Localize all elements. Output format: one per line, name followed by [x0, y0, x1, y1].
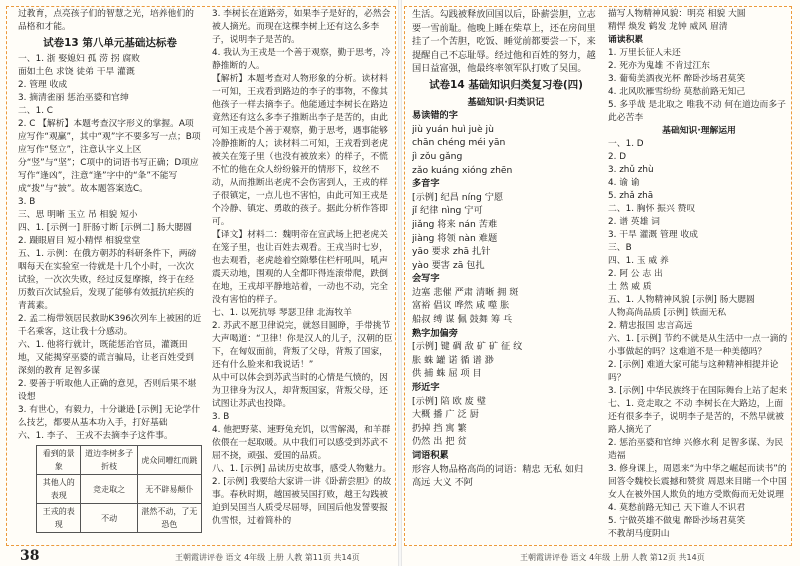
table-cell: 王戎的表现	[37, 504, 81, 533]
answer-line: 扔掉 挡 寓 繁	[412, 422, 467, 434]
answer-line: 2. 蹑眼眉目 短小精悍 相貌堂堂	[18, 236, 141, 246]
answer-line: 一、1. 浙 娶媳妇 孤 涝 拐 腐败	[18, 54, 140, 64]
answer-line: 供 捕 蛛 屈 项 目	[412, 368, 482, 380]
answer-line: 仍然 出 把 贫	[412, 436, 467, 448]
answer-line: 描写人物精神风貌：明亮 相貌 大圆	[608, 9, 746, 19]
answer-line: 3. B	[18, 197, 36, 207]
answer-line: 3. [示例] 中华民族终于在国际舞台上站了起来	[608, 386, 788, 396]
answer-line: 生活。勾践被释放回国以后，卧薪尝胆，立志要一雪前耻。他晚上睡在柴草上，还在房间里挂了一个苦胆，吃饭、睡觉前都要尝一下，来提醒自己不忘耻辱。经过他和百姓的努力，越国日益富强，他最终率领军队打败了吴国。	[412, 9, 596, 75]
answer-line: 过教育，点亮孩子们的智慧之光，培养他们的品格和才能。	[18, 9, 194, 32]
table-cell: 道边李树多子折枝	[81, 446, 137, 475]
answer-line: 二、1. 胸怀 振兴 赞叹	[608, 204, 696, 214]
answer-line: 4. 谕 谕	[608, 178, 640, 188]
answer-line: [示例] 陪 欧 废 璧	[412, 395, 486, 407]
answer-line: 形容人物品格高尚的词语：精忠 无私 如归	[412, 463, 584, 475]
answer-table	[36, 445, 202, 533]
section-title: 试卷14 基础知识归类复习卷(四)	[429, 78, 583, 91]
answer-line: 从中可以体会到苏武当时的心情是气愤的，因为卫律身为汉人，却背叛国家，背叛父母，还试图让苏武也投降。	[212, 373, 388, 409]
answer-line: 3. 葡萄美酒夜光杯 醉卧沙场君莫笑	[608, 74, 746, 84]
answer-line: zǎo kuáng xióng zhēn	[412, 164, 513, 176]
left-column-2	[212, 8, 394, 544]
answer-line: 三、B	[608, 243, 632, 253]
answer-line: 2. 死亦为鬼雄 不肯过江东	[608, 61, 710, 71]
answer-line: 六、1. 他将行就计，既能惩治官员，灌溉田地，又能揭穿巫婆的谎言骗局，让老百姓受到深刻的教育 足智多谋	[18, 340, 194, 376]
answer-line: 2. 精忠报国 忠言高远	[608, 321, 693, 331]
table-cell: 无不辟易颠仆	[137, 475, 201, 504]
answer-line: 二、1. C	[18, 106, 53, 116]
answer-line: 2. D	[608, 152, 626, 162]
answer-line: 五、1. 示例：在俄方朝苏的科研条件下，两磅咽每天在实验室一待就是十几个小时，一次次试验，一次次失败，经过反复摩擦，终于在经历数百次试验后，发现了能够有效抵抗疟疾的青蒿素。	[18, 249, 197, 311]
answer-line: 5. 宁做英雄不做鬼 醉卧沙场君莫笑	[608, 516, 746, 526]
answer-line: 七、1. 竞走取之 不动 李树长在大路边，上面还有很多李子，说明李子是苦的，不然早就被路人摘光了	[608, 399, 784, 435]
table-cell: 不动	[81, 504, 137, 533]
category-heading: 诵读积累	[608, 35, 644, 45]
table-cell: 其他人的表现	[37, 475, 81, 504]
answer-line: 3. 李树长在道路旁，如果李子是好的，必然会被人摘光。而现在这棵李树上还有这么多李子，说明李子是苦的。	[212, 9, 391, 45]
right-column-2	[608, 8, 790, 544]
category-heading: 形近字	[412, 382, 440, 394]
answer-line: 七、1. 以死抗辱 琴瑟卫律 北海牧羊	[212, 308, 352, 318]
answer-line: jiù yuán huì juè jù	[412, 123, 494, 135]
answer-line: 2. [示例] 难道大家可能与这种精神相提并论吗？	[608, 360, 779, 383]
section-title: 试卷13 第八单元基础达标卷	[43, 37, 177, 49]
answer-line: 4. 北风吹雁雪纷纷 莫愁前路无知己	[608, 87, 746, 97]
answer-line: 【译文】材料二：魏明帝在宣武场上把老虎关在笼子里，也让百姓去观看。王戎当时七岁，也去观看，老虎趁着空隙攀住栏杆吼叫，吼声震天动地，围观的人全都吓得连滚带爬，跌倒在地，王戎却平静地站着，一动也不动，完全没有害怕的样子。	[212, 230, 388, 305]
answer-line: 六、1. [示例] 节约不就是从生活中一点一滴的小事做起的吗？这难道不是一种美德吗？	[608, 334, 788, 357]
answer-line: 5. 多乎哉 是北取之 唯我不动 何在道边而多子 此必苦李	[608, 100, 786, 123]
answer-line: 4. 我认为王戎是一个善于观察，勤于思考，冷静推断的人。	[212, 48, 391, 71]
answer-line: jiàng 将领 nàn 难题	[412, 232, 498, 244]
answer-line: 3. 摘清雀丽 惩治巫婆和官绅	[18, 93, 129, 103]
answer-line: 3. 有世心，有毅力，十分谦逊 [示例] 无论学什么技艺，都要从基本功入手，打好基础	[18, 405, 200, 428]
answer-line: 2. 孟二梅带领居民救助K396次列车上被困的近千名乘客，这让我十分感动。	[18, 314, 202, 337]
answer-line: 船叔 缚 谋 佩 鼓舞 筹 乓	[412, 314, 513, 326]
answer-line: 胀 蛛 罐 诺 循 谱 渺	[412, 354, 494, 366]
category-heading: 熟字加偏旁	[412, 327, 458, 339]
category-heading: 多音字	[412, 178, 440, 190]
answer-line: 不教胡马度阴山	[608, 529, 670, 539]
answer-line: 五、1. 人物精神风貌 [示例] 肠大腮圆	[608, 295, 755, 305]
answer-line: 三、思 明晰 玉立 吊 相貌 短小	[18, 210, 138, 220]
page-footer: 王朝霞讲评卷 语文 4年级 上册 人教 第11页 共14页	[175, 553, 360, 562]
table-row	[37, 504, 202, 533]
answer-line: 2. [示例] 我要给大家讲一讲《卧薪尝胆》的故事。春秋时期，越国被吴国打败，越王勾践被迫到吴国当人质受尽屈辱，回国后他发誓要报仇雪恨，过着简朴的	[212, 477, 392, 526]
page-number: 38	[20, 548, 40, 564]
table-cell: 虎众同嘈红而跳	[137, 446, 201, 475]
answer-line: [示例] 键 碉 敌 矿 矿 征 纹	[412, 341, 523, 353]
table-cell: 看到的景象	[37, 446, 81, 475]
table-cell: 湛然不动，了无恐色	[137, 504, 201, 533]
answer-line: 高远 大义 不阿	[412, 477, 473, 489]
answer-line: 土 然 威 质	[608, 282, 652, 292]
answer-line: 3. B	[212, 412, 230, 422]
answer-line: 2. 惩治巫婆和官绅 兴修水利 足智多谋、为民造福	[608, 438, 784, 461]
table-cell: 竞走取之	[81, 475, 137, 504]
answer-line: 四、1. 玉 威 养	[608, 256, 669, 266]
category-heading: 易读错的字	[412, 110, 458, 122]
category-heading: 词语积累	[412, 450, 449, 461]
answer-line: 3. 修身课上，周恩来“为中华之崛起而读书”的回答令魏校长震撼和赞赏 周恩来目睹一个中国女人在被外国人欺负的地方受欺侮而无处说理	[608, 464, 787, 500]
section-subtitle: 基础知识·理解运用	[662, 126, 736, 136]
answer-line: yào 要害 zā 包扎	[412, 259, 485, 271]
answer-line: 4. 莫愁前路无知己 天下谁人不识君	[608, 503, 746, 513]
answer-line: 一、1. D	[608, 139, 644, 149]
answer-line: yāo 要求 zhā 扎针	[412, 246, 491, 258]
answer-line: 四、1. [示例一] 肝肠寸断 [示例二] 肠大腮圆	[18, 223, 193, 233]
category-heading: 会写字	[412, 273, 440, 285]
answer-line: 3. 干旱 灌溉 管理 收成	[608, 230, 698, 240]
right-page	[400, 0, 800, 566]
answer-line: 大概 播 广 泛 厨	[412, 409, 479, 421]
answer-line: 2. 管理 收成	[18, 80, 68, 90]
table-row	[37, 446, 202, 475]
answer-line: chān chéng méi yān	[412, 137, 506, 149]
answer-line: 1. 万里长征人未还	[608, 48, 681, 58]
answer-line: 2. 苏武不愿卫律说完，就怒目圆睁，手带挑节大声喝道：“卫律！你是汉人的儿子，汉朝的臣下，在匈奴面前，背叛了父母，背叛了国家，还有什么脸来和我说话！”	[212, 321, 393, 370]
answer-line: 富裕 倡议 哗然 咸 噬 胀	[412, 300, 510, 312]
book-gutter	[398, 0, 402, 566]
answer-line: 2. 要善于听取他人正确的意见，否则后果不堪设想	[18, 379, 197, 402]
answer-line: 精悍 焕发 鹤发 龙钟 威风 眉清	[608, 22, 728, 32]
answer-line: jì zǒu gǎng	[412, 150, 463, 162]
table-row	[37, 475, 202, 504]
answer-line: jiǎng 将来 nán 苦难	[412, 218, 498, 230]
answer-line: 2. C 【解析】本题考查汉字形义的掌握。A项应写作“观赢”，其中“观”字不要多写一点；B项应写作“竖立”，注意认字义上区分“竖”与“坚”；C项中的词语书写正确；D项应写作“逢凶”，注意“逢”字中的“夆”不能写成“拨”与“披”。故本题答案选C。	[18, 119, 201, 194]
left-column-1	[18, 8, 202, 544]
answer-line: 4. 他把野菜、速野兔充饥，以雪解渴，和羊群依偎在一起取暖。从中我们可以感受到苏武不屈不挠，顽强、爱国的品质。	[212, 425, 391, 461]
answer-line: [示例] 纪昌 níng 宁愿	[412, 191, 504, 203]
answer-line: 边塞 悲催 严肃 清晰 拥 斑	[412, 286, 519, 298]
answer-line: 5. zhǎ zhā	[608, 191, 654, 201]
answer-line: 2. 谱 英雄 词	[608, 217, 660, 227]
answer-line: 3. zhǔ zhù	[608, 165, 654, 175]
answer-line: 六、1. 李子、 王戎不去摘李子这件事。	[18, 431, 173, 441]
answer-line: 【解析】本题考查对人物形象的分析。读材料一可知，王戎看到路边的李子的事物，不像其他孩子一样去摘李子。他能通过李树长在路边竟然还有这么多李子推断出李子是苦的，由此可知王戎是个善于观察，勤于思考，遇事能够冷静推断的人；读材料二可知，王戎看到老虎被关在笼子里（也没有被放来）的样子，不慌不忙的他在众人纷纷躲开的情形下，纹丝不动，从而推断出老虎不会伤害到人，王戎的样子很镇定，一点儿也不害怕，由此可知王戎是个冷静、镇定、勇敢的孩子。据此分析作答即可。	[212, 74, 388, 227]
answer-line: 八、1. [示例] 品读历史故事，感受人物魅力。	[212, 464, 392, 474]
page-footer: 王朝霞讲评卷 语文 4年级 上册 人教 第12页 共14页	[520, 553, 705, 562]
section-subtitle: 基础知识·归类识记	[467, 96, 545, 108]
answer-line: jǐ 纪律 nìng 宁可	[412, 205, 483, 217]
right-column-1	[412, 8, 600, 544]
answer-line: 面如土色 求饶 徒弟 干旱 灌溉	[18, 67, 135, 77]
answer-line: 2. 阿 公 志 出	[608, 269, 663, 279]
answer-line: 人物高尚品质 [示例] 铁面无私	[608, 308, 727, 318]
